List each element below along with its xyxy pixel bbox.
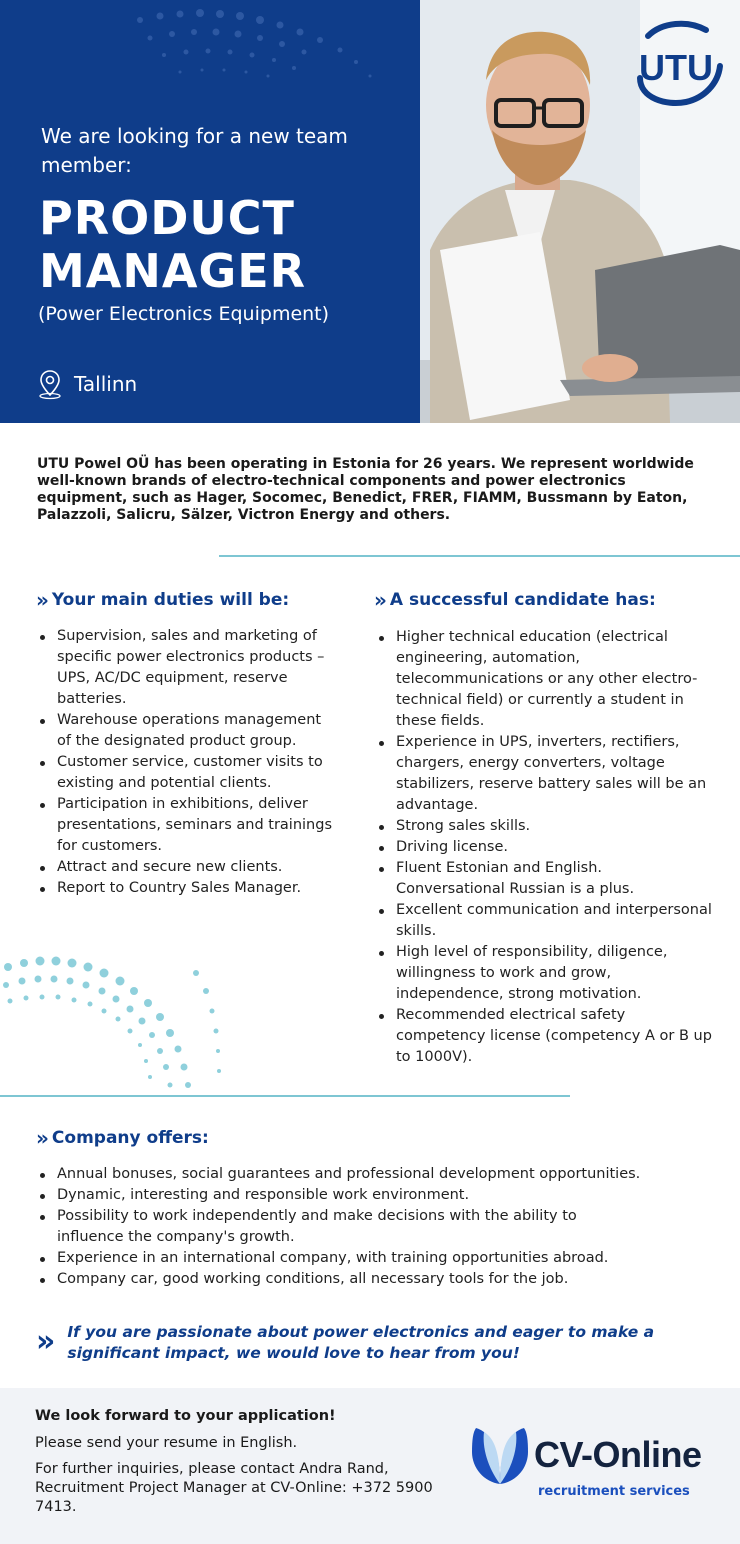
list-item: Fluent Estonian and English. Conversational Russian is a plus. (376, 858, 714, 900)
duties-heading-label: Your main duties will be: (51, 590, 290, 610)
list-item: Supervision, sales and marketing of specific power electronics products – UPS, AC/DC equipment, reserve batteries. (37, 626, 337, 710)
list-item: Dynamic, interesting and responsible work environment. (37, 1185, 727, 1206)
cv-online-name: CV-Online (534, 1434, 702, 1475)
footer-heading: We look forward to your application! (35, 1408, 336, 1424)
job-title-line-1: PRODUCT (39, 191, 295, 245)
double-chevron-right-icon: » (374, 588, 384, 612)
utu-logo (626, 16, 726, 108)
cv-online-emblem-icon (470, 1424, 530, 1486)
job-subtitle: (Power Electronics Equipment) (38, 303, 330, 325)
call-to-action (36, 1322, 656, 1364)
list-item: Experience in UPS, inverters, rectifiers, chargers, energy converters, voltage stabilizers, reserve battery sales will be an advantage. (376, 732, 714, 816)
list-item: Excellent communication and interpersonal skills. (376, 900, 714, 942)
list-item: High level of responsibility, diligence, willingness to work and grow, independence, strong motivation. (376, 942, 714, 1005)
job-title-line-2: MANAGER (39, 244, 307, 298)
list-item: Strong sales skills. (376, 816, 714, 837)
offers-list (37, 1164, 727, 1290)
intro-heading: We are looking for a new team member: (41, 124, 348, 177)
candidate-heading-label: A successful candidate has: (389, 590, 656, 610)
location-pin-icon (36, 368, 64, 400)
job-title (39, 192, 409, 298)
section-divider (0, 1095, 570, 1097)
offers-heading-label: Company offers: (51, 1128, 209, 1148)
list-item: Possibility to work independently and make decisions with the ability to influence the company's growth. (37, 1206, 647, 1248)
candidate-list (376, 627, 714, 1068)
double-chevron-right-icon: » (36, 1126, 46, 1150)
footer-contact: For further inquiries, please contact Andra Rand, Recruitment Project Manager at CV-Online: +372 5900 7413. (35, 1461, 433, 1515)
cv-online-tagline: recruitment services (538, 1484, 690, 1499)
location-label: Tallinn (74, 372, 138, 396)
list-item: Participation in exhibitions, deliver presentations, seminars and trainings for customers. (37, 794, 337, 857)
utu-logo-text: UTU (639, 47, 713, 88)
list-item: Customer service, customer visits to existing and potential clients. (37, 752, 337, 794)
footer-resume-note: Please send your resume in English. (35, 1435, 298, 1451)
list-item: Driving license. (376, 837, 714, 858)
cv-online-logo (470, 1424, 702, 1499)
list-item: Experience in an international company, with training opportunities abroad. (37, 1248, 727, 1269)
list-item: Report to Country Sales Manager. (37, 878, 337, 899)
cta-text: If you are passionate about power electronics and eager to make a significant impact, we would love to hear from you! (67, 1323, 655, 1362)
duties-list (37, 626, 337, 899)
company-intro: UTU Powel OÜ has been operating in Estonia for 26 years. We represent worldwide well-known brands of electro-technical components and power electronics equipment, such as Hager, Socomec, Benedict, FRER, FIAMM, Bussmann by Eaton, Palazzoli, Salicru, Sälzer, Victron Energy and others. (37, 456, 694, 523)
duties-heading (36, 588, 289, 612)
double-chevron-right-icon: » (36, 1324, 50, 1359)
list-item: Higher technical education (electrical engineering, automation, telecommunications or any other electro-technical field) or currently a student in these fields. (376, 627, 714, 732)
hero-panel (0, 0, 420, 423)
section-divider (219, 555, 740, 557)
list-item: Company car, good working conditions, all necessary tools for the job. (37, 1269, 727, 1290)
double-chevron-right-icon: » (36, 588, 46, 612)
footer (0, 1388, 740, 1544)
list-item: Recommended electrical safety competency license (competency A or B up to 1000V). (376, 1005, 714, 1068)
list-item: Attract and secure new clients. (37, 857, 337, 878)
decorative-dots (80, 0, 420, 100)
hero-photo (420, 0, 740, 423)
header-banner (0, 0, 740, 423)
list-item: Annual bonuses, social guarantees and professional development opportunities. (37, 1164, 727, 1185)
offers-heading (36, 1126, 209, 1150)
candidate-heading (374, 588, 656, 612)
list-item: Warehouse operations management of the designated product group. (37, 710, 337, 752)
decorative-dots-arc (0, 945, 225, 1100)
job-location (36, 368, 137, 400)
